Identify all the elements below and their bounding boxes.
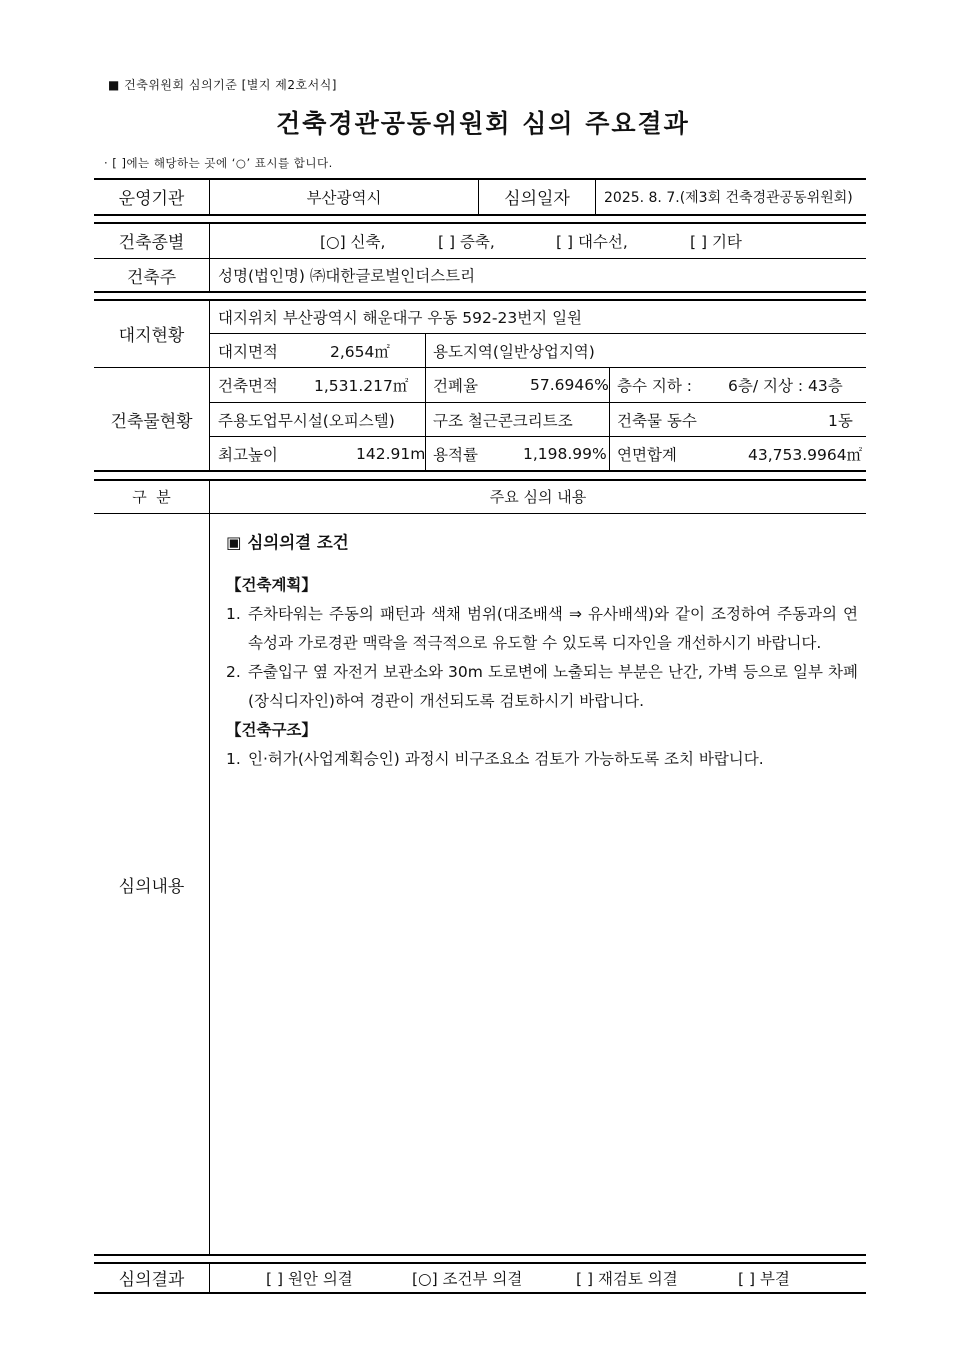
height-value: 142.91m	[356, 444, 426, 463]
owner-label: 건축주	[126, 267, 177, 288]
building-area-label: 건축면적	[218, 377, 278, 395]
item-number: 1.	[226, 750, 241, 768]
section-structure-title: 【건축구조】	[226, 721, 317, 739]
condition-title: ▣ 심의의결 조건	[226, 533, 349, 552]
option-major-repair[interactable]: [ ] 대수선,	[556, 232, 628, 251]
floors-label: 층수 지하 :	[617, 377, 692, 395]
date-value: 2025. 8. 7.(제3회 건축경관공동위원회)	[604, 189, 853, 206]
divider	[94, 291, 866, 293]
divider	[595, 179, 596, 214]
building-type-label: 건축종별	[118, 233, 185, 253]
list-item	[226, 658, 858, 716]
form-note: ■ 건축위원회 심의기준 [별지 제2호서식]	[108, 78, 337, 92]
site-label: 대지현황	[118, 326, 185, 346]
list-item	[226, 600, 858, 658]
divider	[209, 480, 210, 1254]
result-label: 심의결과	[118, 1270, 185, 1290]
divider	[209, 300, 210, 470]
gfa-value: 43,753.9964㎡	[748, 445, 863, 464]
site-location: 대지위치 부산광역시 해운대구 우동 592-23번지 일원	[218, 308, 583, 327]
height-label: 최고높이	[218, 445, 278, 464]
result-option-original[interactable]: [ ] 원안 의결	[266, 1269, 353, 1288]
org-label: 운영기관	[118, 189, 185, 209]
review-label: 심의내용	[118, 876, 185, 897]
building-label: 건축물현황	[110, 411, 193, 432]
building-area-value: 1,531.217㎡	[314, 377, 409, 395]
building-use: 주용도업무시설(오피스텔)	[218, 411, 395, 430]
site-area-value: 2,654㎡	[330, 342, 390, 361]
far-value: 1,198.99%	[523, 444, 607, 463]
floors-value: 6층/ 지상 : 43층	[728, 377, 843, 395]
result-option-conditional[interactable]: [○] 조건부 의결	[412, 1269, 523, 1288]
far-label: 용적률	[433, 445, 478, 464]
option-other[interactable]: [ ] 기타	[690, 232, 742, 251]
building-structure: 구조 철근콘크리트조	[433, 411, 573, 430]
list-item	[226, 745, 858, 774]
section-architecture-title: 【건축계획】	[226, 576, 317, 594]
building-count-label: 건축물 동수	[617, 411, 697, 430]
divider	[94, 470, 866, 472]
divider	[209, 223, 210, 291]
item-text: 주출입구 옆 자전거 보관소와 30m 도로변에 노출되는 부분은 난간, 가벽 등으로 일부 차폐(장식디자인)하여 경관이 개선되도록 검토하시기 바랍니다.	[248, 663, 858, 710]
site-zone: 용도지역(일반상업지역)	[433, 342, 595, 361]
page-title: 건축경관공동위원회 심의 주요결과	[276, 109, 690, 138]
result-option-rereview[interactable]: [ ] 재검토 의결	[576, 1269, 678, 1288]
owner-value: 성명(법인명) ㈜대한글로벌인더스트리	[218, 267, 476, 285]
divider	[209, 1263, 210, 1292]
divider	[94, 1292, 866, 1294]
column-header-content: 주요 심의 내용	[489, 488, 587, 506]
date-label: 심의일자	[504, 189, 570, 209]
coverage-value: 57.6946%	[530, 376, 609, 394]
review-content	[226, 528, 858, 774]
item-number: 2.	[226, 663, 241, 681]
instruction-note: · [ ]에는 해당하는 곳에 ‘○’ 표시를 합니다.	[104, 156, 333, 170]
item-text: 주차타워는 주동의 패턴과 색채 범위(대조배색 ⇒ 유사배색)와 같이 조정하여 주동과의 연속성과 가로경관 맥락을 적극적으로 유도할 수 있도록 디자인을 개선하시기 바랍니다.	[248, 605, 858, 652]
divider	[609, 368, 610, 470]
column-header-category: 구 분	[132, 488, 171, 506]
site-area-label: 대지면적	[218, 342, 278, 361]
item-text: 인·허가(사업계획승인) 과정시 비구조요소 검토가 가능하도록 조치 바랍니다.	[248, 750, 764, 768]
result-option-rejected[interactable]: [ ] 부결	[738, 1269, 790, 1288]
divider	[94, 1254, 866, 1256]
divider	[94, 214, 866, 216]
coverage-label: 건폐율	[433, 377, 478, 395]
option-extension[interactable]: [ ] 증축,	[438, 232, 495, 251]
gfa-label: 연면합계	[617, 445, 677, 464]
building-count-value: 1동	[828, 411, 853, 430]
org-value: 부산광역시	[306, 188, 382, 207]
option-new-build[interactable]: [○] 신축,	[320, 232, 386, 251]
item-number: 1.	[226, 605, 241, 623]
